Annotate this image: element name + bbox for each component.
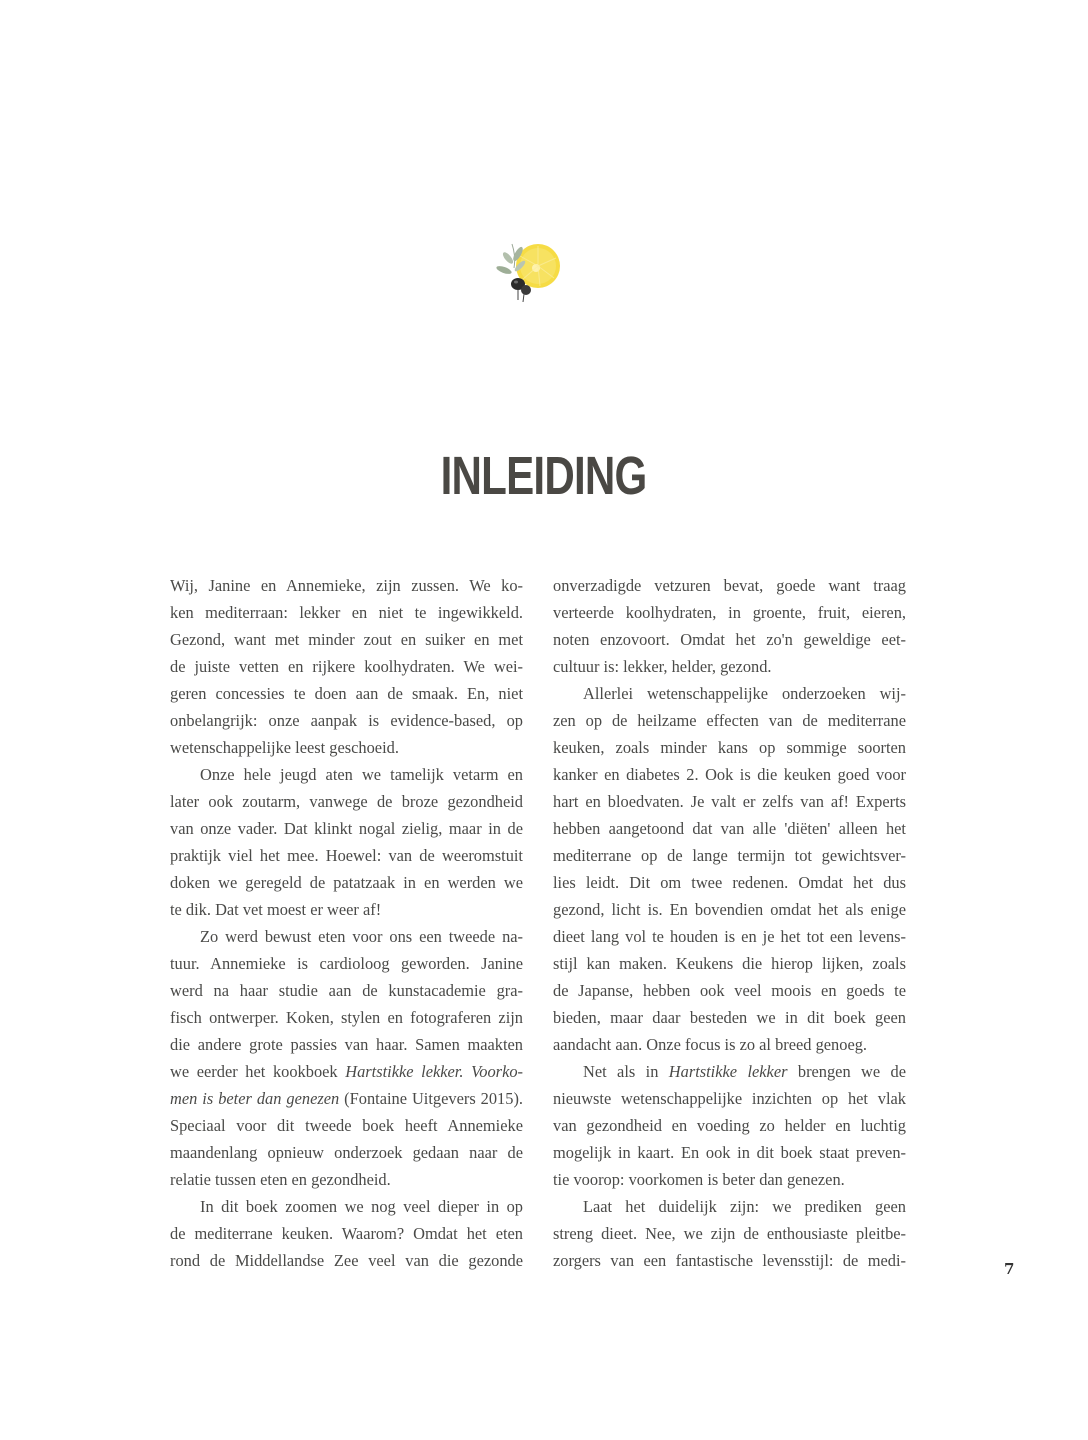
body-column-right [553, 572, 906, 1274]
text-line: wetenschappelijke leest geschoeid. [170, 738, 399, 757]
text-line: Allerlei wetenschappelijke onderzoeken wij- [583, 684, 906, 703]
text-line: tuur. Annemieke is cardioloog geworden. Janine [170, 954, 523, 973]
text-line: kanker en diabetes 2. Ook is die keuken goed voor [553, 765, 906, 784]
text-line: noten enzovoort. Omdat het zo'n geweldige eet- [553, 630, 906, 649]
text-line: werd na haar studie aan de kunstacademie gra- [170, 981, 523, 1000]
lemon-olive-illustration [488, 234, 568, 304]
body-column-left [170, 572, 523, 1274]
text-line: dieet lang vol te houden is en je het tot een levens- [553, 927, 906, 946]
text-line: keuken, zoals minder kans op sommige soorten [553, 738, 906, 757]
text-line: aandacht aan. Onze focus is zo al breed genoeg. [553, 1035, 868, 1054]
text-line: onverzadigde vetzuren bevat, goede want traag [553, 576, 906, 595]
text-line: tie voorop: voorkomen is beter dan genezen. [553, 1170, 845, 1189]
text-line [170, 1058, 523, 1085]
text-line: streng dieet. Nee, we zijn de enthousiaste pleitbe- [553, 1224, 906, 1243]
text-line: de mediterrane keuken. Waarom? Omdat het eten [170, 1224, 523, 1243]
text-line: nieuwste wetenschappelijke inzichten op het vlak [553, 1089, 906, 1108]
text-line: cultuur is: lekker, helder, gezond. [553, 657, 772, 676]
lemon-icon [488, 234, 568, 304]
text-run: (Fontaine Uitgevers 2015). [339, 1089, 524, 1108]
text-line: rond de Middellandse Zee veel van die gezonde [170, 1251, 523, 1270]
text-line: hebben aangetoond dat van alle 'diëten' alleen het [553, 819, 906, 838]
book-title-italic: Hartstikke lekker. Voorko- [345, 1062, 523, 1081]
text-run: brengen we de [787, 1062, 907, 1081]
text-line: maandenlang opnieuw onderzoek gedaan naar de [170, 1143, 523, 1162]
book-title-italic: Hartstikke lekker [668, 1062, 788, 1081]
text-line: Wij, Janine en Annemieke, zijn zussen. We ko- [170, 576, 523, 595]
text-run: Net als in [583, 1062, 669, 1081]
text-line: mediterrane op de lange termijn tot gewichtsver- [553, 846, 906, 865]
text-line: gezond, licht is. En bovendien omdat het als enige [553, 900, 906, 919]
book-title-italic: men is beter dan genezen [170, 1089, 340, 1108]
text-line: bieden, maar daar besteden we in dit boek geen [553, 1008, 906, 1027]
page-number: 7 [1004, 1260, 1015, 1278]
text-line: lies leidt. Dit om twee redenen. Omdat het dus [553, 873, 906, 892]
text-line: Speciaal voor dit tweede boek heeft Annemieke [170, 1116, 523, 1135]
text-line: fisch ontwerper. Koken, stylen en fotograferen zijn [170, 1008, 523, 1027]
text-line [553, 1058, 906, 1085]
text-line: zen op de heilzame effecten van de mediterrane [553, 711, 906, 730]
text-line: verteerde koolhydraten, in groente, fruit, eieren, [553, 603, 906, 622]
text-line: van onze vader. Dat klinkt nogal zielig, maar in de [170, 819, 523, 838]
text-line: doken we geregeld de patatzaak in en werden we [170, 873, 523, 892]
text-line: relatie tussen eten en gezondheid. [170, 1170, 391, 1189]
page-title: INLEIDING [440, 446, 647, 507]
text-line: Gezond, want met minder zout en suiker en met [170, 630, 523, 649]
text-line: de Japanse, hebben ook veel moois en goeds te [553, 981, 906, 1000]
text-line: praktijk viel het mee. Hoewel: van de weeromstuit [170, 846, 523, 865]
text-line: de juiste vetten en rijkere koolhydraten. We wei- [170, 657, 523, 676]
text-line: van gezondheid en voeding zo helder en luchtig [553, 1116, 906, 1135]
text-line: Onze hele jeugd aten we tamelijk vetarm en [200, 765, 523, 784]
text-line: onbelangrijk: onze aanpak is evidence-based, op [170, 711, 523, 730]
text-line: later ook zoutarm, vanwege de broze gezondheid [170, 792, 523, 811]
text-line: hart en bloedvaten. Je valt er zelfs van af! Experts [553, 792, 906, 811]
text-line [170, 1085, 523, 1112]
text-line: Laat het duidelijk zijn: we prediken geen [583, 1197, 906, 1216]
text-line: ken mediterraan: lekker en niet te ingewikkeld. [170, 603, 523, 622]
text-line: stijl kan maken. Keukens die hierop lijken, zoals [553, 954, 906, 973]
text-line: die andere grote passies van haar. Samen maakten [170, 1035, 523, 1054]
text-line: zorgers van een fantastische levensstijl: de medi- [553, 1251, 906, 1270]
text-line: mogelijk in kaart. En ook in dit boek staat preven- [553, 1143, 906, 1162]
text-line: Zo werd bewust eten voor ons een tweede na- [200, 927, 523, 946]
text-line: In dit boek zoomen we nog veel dieper in op [200, 1197, 523, 1216]
text-line: geren concessies te doen aan de smaak. En, niet [170, 684, 523, 703]
text-line: te dik. Dat vet moest er weer af! [170, 900, 382, 919]
text-run: we eerder het kookboek [170, 1062, 346, 1081]
